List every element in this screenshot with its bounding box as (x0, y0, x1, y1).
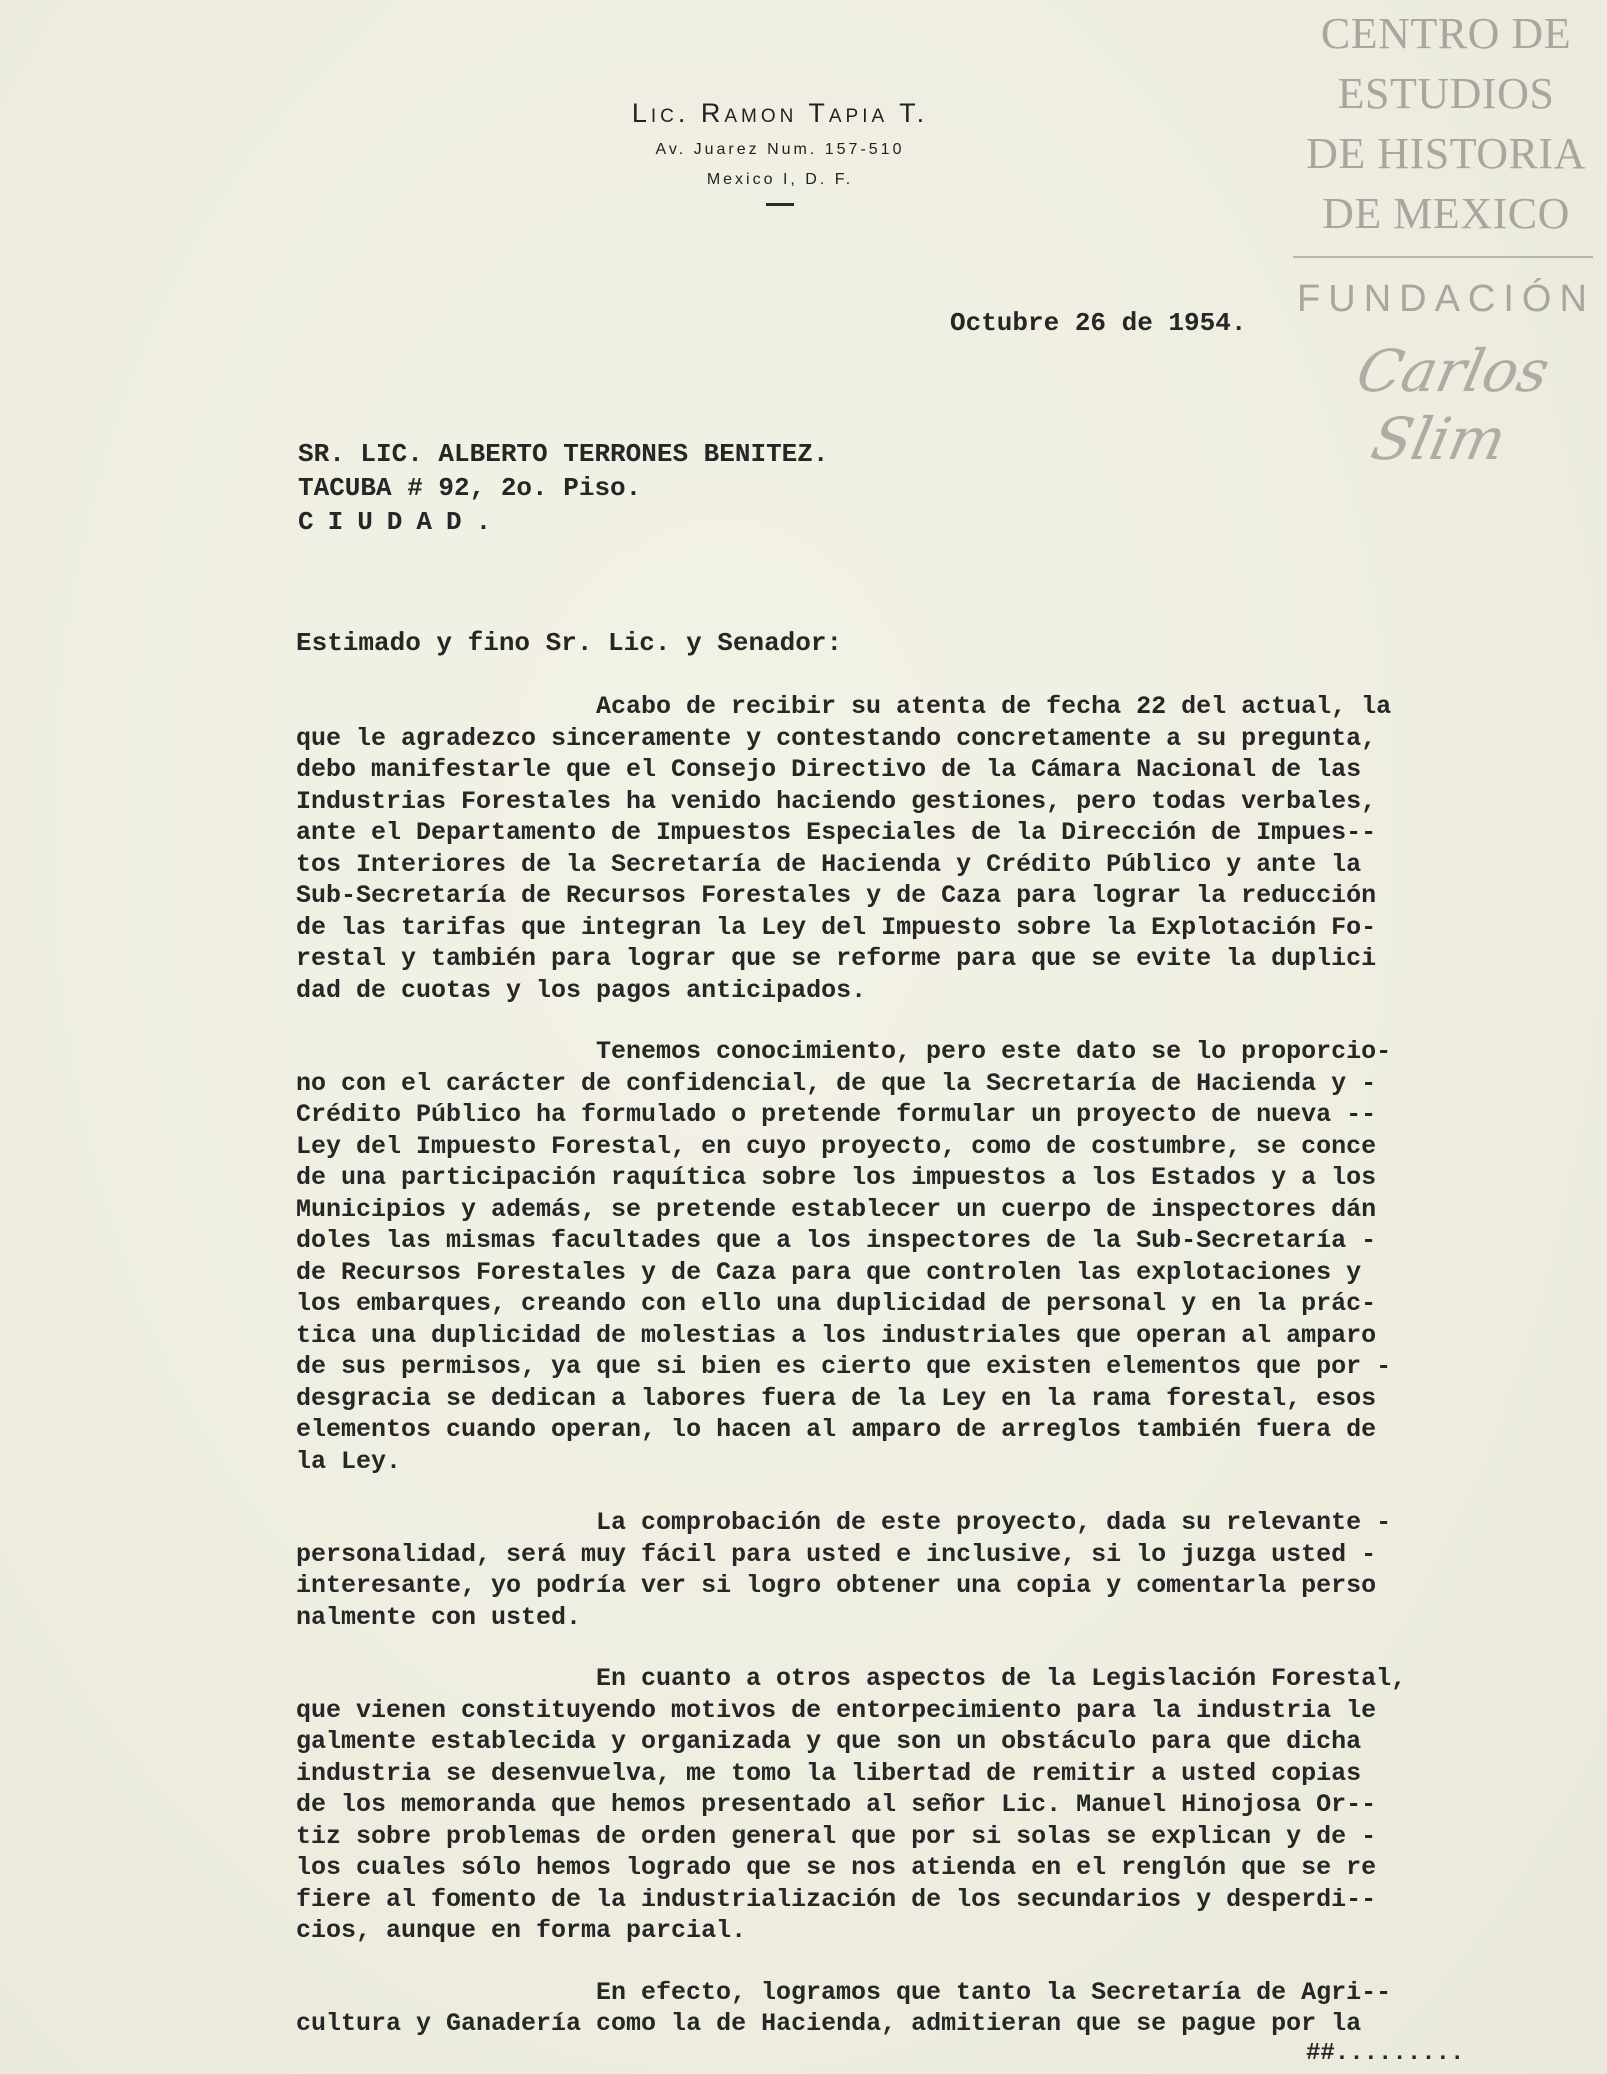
watermark-institution (1285, 4, 1607, 244)
body-paragraph (296, 691, 1446, 1006)
body-line: ante el Departamento de Impuestos Especiales de la Dirección de Impues-- (296, 818, 1377, 847)
continuation-mark: ##......... (1306, 2040, 1465, 2067)
recipient-name: SR. LIC. ALBERTO TERRONES BENITEZ. (298, 439, 829, 469)
recipient-block (298, 437, 829, 539)
body-line: elementos cuando operan, lo hacen al amparo de arreglos también fuera de (296, 1415, 1377, 1444)
body-line: la Ley. (296, 1446, 402, 1476)
body-line: Industrias Forestales ha venido haciendo gestiones, pero todas verbales, (296, 786, 1377, 816)
body-line: tica una duplicidad de molestias a los industriales que operan al amparo (296, 1320, 1377, 1350)
watermark-line-4: DE MEXICO (1322, 189, 1570, 238)
body-line: los embarques, creando con ello una duplicidad de personal y en la prác- (296, 1289, 1377, 1318)
body-line: Tenemos conocimiento, pero este dato se lo proporcio- (596, 1037, 1392, 1066)
body-line: personalidad, será muy fácil para usted e inclusive, si lo juzga usted - (296, 1539, 1377, 1569)
archive-watermark (1285, 0, 1607, 473)
body-line: En efecto, logramos que tanto la Secretaría de Agri-- (596, 1977, 1392, 2007)
letterhead-city: Mexico I, D. F. (706, 171, 854, 188)
letterhead-divider (766, 203, 794, 206)
body-line: de los memoranda que hemos presentado al señor Lic. Manuel Hinojosa Or-- (296, 1790, 1377, 1819)
body-line: debo manifestarle que el Consejo Directivo de la Cámara Nacional de las (296, 755, 1362, 784)
body-line: que vienen constituyendo motivos de entorpecimiento para la industria le (296, 1695, 1377, 1725)
watermark-foundation: FUNDACIÓN (1297, 278, 1595, 320)
body-line: de sus permisos, ya que si bien es cierto que existen elementos que por - (296, 1352, 1392, 1381)
body-line: Acabo de recibir su atenta de fecha 22 del actual, la (596, 692, 1392, 721)
body-line: los cuales sólo hemos logrado que se nos atienda en el renglón que se re (296, 1853, 1377, 1882)
body-line: de una participación raquítica sobre los impuestos a los Estados y a los (296, 1163, 1377, 1192)
body-line: industria se desenvuelva, me tomo la libertad de remitir a usted copias (296, 1758, 1362, 1788)
body-line: Ley del Impuesto Forestal, en cuyo proyecto, como de costumbre, se conce (296, 1131, 1377, 1161)
body-line: interesante, yo podría ver si logro obtener una copia y comentarla perso (296, 1571, 1377, 1600)
watermark-line-1: CENTRO DE (1320, 9, 1572, 58)
body-line: que le agradezco sinceramente y contestando concretamente a su pregunta, (296, 723, 1377, 753)
body-line: restal y también para lograr que se reforme para que se evite la duplici (296, 944, 1377, 973)
body-line: Municipios y además, se pretende establecer un cuerpo de inspectores dán (296, 1194, 1377, 1224)
watermark-divider (1293, 256, 1593, 258)
watermark-line-3: DE HISTORIA (1306, 129, 1586, 178)
body-line: no con el carácter de confidencial, de que la Secretaría de Hacienda y - (296, 1068, 1377, 1098)
watermark-line-2: ESTUDIOS (1337, 69, 1555, 118)
body-line: Sub-Secretaría de Recursos Forestales y de Caza para lograr la reducción (296, 881, 1377, 910)
body-line: desgracia se dedican a labores fuera de la Ley en la rama forestal, esos (296, 1383, 1377, 1413)
body-line: La comprobación de este proyecto, dada su relevante - (596, 1508, 1392, 1537)
body-line: doles las mismas facultades que a los inspectores de la Sub-Secretaría - (296, 1226, 1377, 1255)
body-line: cultura y Ganadería como la de Hacienda, admitieran que se pague por la (296, 2009, 1362, 2038)
body-paragraph (296, 1663, 1446, 1947)
body-line: fiere al fomento de la industrialización de los secundarios y desperdi-- (296, 1884, 1377, 1914)
body-paragraph (296, 1036, 1446, 1477)
body-line: de las tarifas que integran la Ley del Impuesto sobre la Explotación Fo- (296, 912, 1377, 942)
letterhead-name: Lic. Ramon Tapia T. (631, 98, 929, 128)
recipient-city: CIUDAD. (298, 507, 506, 537)
body-line: de Recursos Forestales y de Caza para que controlen las explotaciones y (296, 1257, 1362, 1287)
body-line: nalmente con usted. (296, 1602, 582, 1632)
salutation: Estimado y fino Sr. Lic. y Senador: (296, 628, 843, 658)
watermark-signature: Carlos Slim (1351, 337, 1556, 473)
body-line: dad de cuotas y los pagos anticipados. (296, 975, 867, 1005)
body-line: En cuanto a otros aspectos de la Legislación Forestal, (596, 1664, 1407, 1693)
body-line: tos Interiores de la Secretaría de Hacienda y Crédito Público y ante la (296, 849, 1362, 879)
body-line: cios, aunque en forma parcial. (296, 1916, 747, 1945)
letter-date: Octubre 26 de 1954. (950, 308, 1247, 338)
body-line: Crédito Público ha formulado o pretende formular un proyecto de nueva -- (296, 1100, 1377, 1129)
body-line: tiz sobre problemas de orden general que por si solas se explican y de - (296, 1821, 1377, 1851)
recipient-address: TACUBA # 92, 2o. Piso. (298, 473, 642, 503)
letterhead (500, 98, 1060, 206)
body-paragraph (296, 1507, 1446, 1633)
letter-body (296, 691, 1446, 2070)
body-line: galmente establecida y organizada y que son un obstáculo para que dicha (296, 1727, 1362, 1756)
body-paragraph (296, 1977, 1446, 2040)
letterhead-address: Av. Juarez Num. 157-510 (655, 141, 905, 158)
